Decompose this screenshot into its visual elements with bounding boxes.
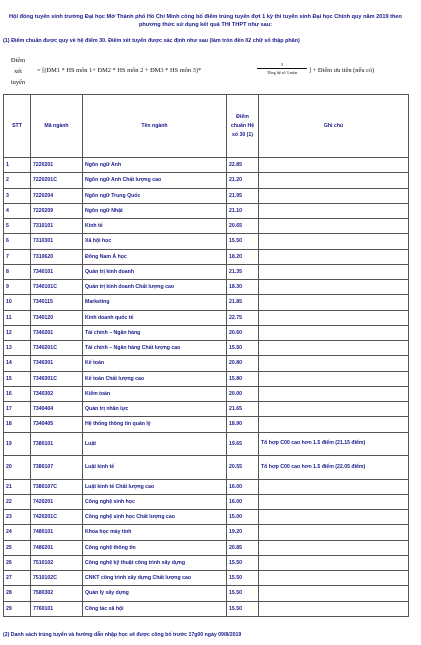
cell-note (259, 310, 409, 325)
table-row (4, 402, 409, 417)
cell-code: 7220209 (31, 203, 83, 218)
cell-stt: 29 (4, 601, 31, 616)
cell-code: 7420201C (31, 510, 83, 525)
cell-name: Tài chính – Ngân hàng (83, 325, 227, 340)
table-row (4, 249, 409, 264)
cell-code: 7310101 (31, 219, 83, 234)
cell-note (259, 341, 409, 356)
cell-note (259, 203, 409, 218)
cell-note (259, 417, 409, 432)
table-row (4, 479, 409, 494)
cell-score: 15.50 (227, 234, 259, 249)
cell-name: Xã hội học (83, 234, 227, 249)
footer-note: (2) Danh sách trúng tuyển và hướng dẫn nhập học sẽ được công bố trước 17g00 ngày 09/8/2019 (3, 632, 242, 638)
table-row (4, 264, 409, 279)
document-title: Hội đồng tuyển sinh trường Đại học Mở Thành phố Hồ Chí Minh công bố điểm trúng tuyển đợt 1 kỳ thi tuyển sinh Đại học Chính quy năm 2019 theo phương thức sử dụng kết quả THI THPT như sau: (9, 14, 402, 28)
cell-stt: 2 (4, 173, 31, 188)
cell-note (259, 234, 409, 249)
table-row (4, 525, 409, 540)
cell-score: 15.00 (227, 510, 259, 525)
cell-stt: 16 (4, 386, 31, 401)
cell-stt: 23 (4, 510, 31, 525)
table-row (4, 432, 409, 456)
cell-note (259, 540, 409, 555)
table-row (4, 371, 409, 386)
admission-score-table (3, 94, 409, 617)
cell-stt: 22 (4, 494, 31, 509)
cell-score: 16.00 (227, 479, 259, 494)
table-row (4, 356, 409, 371)
cell-stt: 7 (4, 249, 31, 264)
cell-name: Hệ thống thông tin quản lý (83, 417, 227, 432)
cell-name: Công nghệ thông tin (83, 540, 227, 555)
cell-name: Quản lý xây dựng (83, 586, 227, 601)
table-row (4, 540, 409, 555)
cell-score: 21.85 (227, 295, 259, 310)
cell-name: Ngôn ngữ Trung Quốc (83, 188, 227, 203)
cell-code: 7340101C (31, 280, 83, 295)
cell-score: 20.85 (227, 540, 259, 555)
cell-name: Công nghệ sinh học Chất lượng cao (83, 510, 227, 525)
cell-stt: 15 (4, 371, 31, 386)
cell-stt: 27 (4, 571, 31, 586)
table-row (4, 203, 409, 218)
cell-name: Quản trị nhân lực (83, 402, 227, 417)
table-row (4, 280, 409, 295)
table-row (4, 456, 409, 480)
cell-code: 7380107 (31, 456, 83, 480)
cell-note (259, 479, 409, 494)
cell-code: 7340201C (31, 341, 83, 356)
table-row (4, 601, 409, 616)
cell-stt: 14 (4, 356, 31, 371)
header-score: Điểm chuẩn Hệ số 30 (1) (227, 95, 259, 158)
cell-code: 7220204 (31, 188, 83, 203)
cell-stt: 3 (4, 188, 31, 203)
cell-score: 15.50 (227, 571, 259, 586)
cell-note (259, 173, 409, 188)
cell-name: Tài chính – Ngân hàng Chất lượng cao (83, 341, 227, 356)
table-row (4, 188, 409, 203)
table-row (4, 234, 409, 249)
cell-score: 19.20 (227, 525, 259, 540)
cell-note (259, 571, 409, 586)
score-formula (3, 55, 413, 87)
cell-code: 7420201 (31, 494, 83, 509)
cell-note (259, 188, 409, 203)
cell-name: Đông Nam Á học (83, 249, 227, 264)
cell-stt: 17 (4, 402, 31, 417)
cell-stt: 25 (4, 540, 31, 555)
cell-code: 7310620 (31, 249, 83, 264)
cell-stt: 24 (4, 525, 31, 540)
formula-label: Điểm xét tuyển (10, 57, 26, 86)
cell-code: 7340115 (31, 295, 83, 310)
cell-score: 15.80 (227, 371, 259, 386)
cell-note: Tổ hợp C00 cao hơn 1.5 điểm (21.15 điểm) (259, 432, 409, 456)
cell-code: 7580302 (31, 586, 83, 601)
formula-tail: ] + Điểm ưu tiên (nếu có) (309, 67, 375, 74)
formula-denominator: Tổng hệ số 3 môn (266, 70, 298, 75)
cell-score: 20.00 (227, 386, 259, 401)
table-row (4, 417, 409, 432)
cell-name: Luật kinh tế (83, 456, 227, 480)
cell-score: 22.85 (227, 158, 259, 173)
cell-note (259, 525, 409, 540)
cell-score: 20.80 (227, 356, 259, 371)
cell-score: 21.65 (227, 402, 259, 417)
cell-name: Kế toán Chất lượng cao (83, 371, 227, 386)
cell-note (259, 158, 409, 173)
cell-name: Quản trị kinh doanh (83, 264, 227, 279)
cell-code: 7340404 (31, 402, 83, 417)
cell-note (259, 356, 409, 371)
table-row (4, 325, 409, 340)
cell-score: 22.75 (227, 310, 259, 325)
cell-name: Ngôn ngữ Anh (83, 158, 227, 173)
cell-code: 7340120 (31, 310, 83, 325)
table-row (4, 494, 409, 509)
cell-code: 7760101 (31, 601, 83, 616)
cell-name: Kế toán (83, 356, 227, 371)
cell-note (259, 371, 409, 386)
cell-name: Kinh tế (83, 219, 227, 234)
formula-fraction (257, 62, 307, 75)
cell-code: 7480201 (31, 540, 83, 555)
cell-name: Luật kinh tế Chất lượng cao (83, 479, 227, 494)
table-row (4, 295, 409, 310)
cell-note (259, 249, 409, 264)
cell-name: CNKT công trình xây dựng Chất lượng cao (83, 571, 227, 586)
cell-score: 21.10 (227, 203, 259, 218)
cell-score: 20.65 (227, 219, 259, 234)
cell-note (259, 555, 409, 570)
cell-stt: 9 (4, 280, 31, 295)
cell-note (259, 510, 409, 525)
cell-note (259, 219, 409, 234)
table-row (4, 158, 409, 173)
cell-note (259, 494, 409, 509)
cell-code: 7510102C (31, 571, 83, 586)
header-name: Tên ngành (83, 95, 227, 158)
formula-numerator: 3 (257, 62, 307, 69)
cell-code: 7340302 (31, 386, 83, 401)
cell-code: 7220201C (31, 173, 83, 188)
table-row (4, 586, 409, 601)
cell-stt: 21 (4, 479, 31, 494)
cell-code: 7340301C (31, 371, 83, 386)
header-note: Ghi chú (259, 95, 409, 158)
formula-equation: = [(ĐM1 * HS môn 1+ ĐM2 * HS môn 2 + ĐM3 * HS môn 3)* (37, 67, 202, 74)
table-row (4, 386, 409, 401)
cell-stt: 10 (4, 295, 31, 310)
cell-score: 18.90 (227, 417, 259, 432)
score-note: (1) Điểm chuẩn được quy về hệ điểm 30. Điểm xét tuyển được xác định như sau (làm tròn đến 02 chữ số thập phân) (3, 38, 300, 44)
cell-score: 20.60 (227, 325, 259, 340)
cell-name: Quản trị kinh doanh Chất lượng cao (83, 280, 227, 295)
cell-name: Khoa học máy tính (83, 525, 227, 540)
cell-score: 21.20 (227, 173, 259, 188)
cell-stt: 4 (4, 203, 31, 218)
table-row (4, 173, 409, 188)
cell-code: 7220201 (31, 158, 83, 173)
cell-note (259, 295, 409, 310)
cell-name: Marketing (83, 295, 227, 310)
cell-stt: 13 (4, 341, 31, 356)
cell-score: 15.50 (227, 341, 259, 356)
cell-name: Ngôn ngữ Anh Chất lượng cao (83, 173, 227, 188)
cell-code: 7340405 (31, 417, 83, 432)
table-row (4, 341, 409, 356)
cell-name: Luật (83, 432, 227, 456)
cell-note (259, 586, 409, 601)
cell-name: Ngôn ngữ Nhật (83, 203, 227, 218)
header-code: Mã ngành (31, 95, 83, 158)
cell-name: Kiểm toán (83, 386, 227, 401)
cell-stt: 20 (4, 456, 31, 480)
cell-code: 7340101 (31, 264, 83, 279)
cell-code: 7340301 (31, 356, 83, 371)
cell-score: 21.95 (227, 188, 259, 203)
cell-code: 7380101 (31, 432, 83, 456)
cell-stt: 11 (4, 310, 31, 325)
header-stt: STT (4, 95, 31, 158)
cell-stt: 1 (4, 158, 31, 173)
cell-note (259, 264, 409, 279)
table-row (4, 510, 409, 525)
cell-code: 7340201 (31, 325, 83, 340)
table-row (4, 571, 409, 586)
cell-stt: 18 (4, 417, 31, 432)
cell-score: 18.20 (227, 249, 259, 264)
cell-stt: 26 (4, 555, 31, 570)
cell-code: 7480101 (31, 525, 83, 540)
cell-note: Tổ hợp C00 cao hơn 1.5 điểm (22.05 điểm) (259, 456, 409, 480)
table-row (4, 219, 409, 234)
cell-name: Công nghệ kỹ thuật công trình xây dựng (83, 555, 227, 570)
cell-score: 16.00 (227, 494, 259, 509)
cell-name: Công tác xã hội (83, 601, 227, 616)
cell-stt: 28 (4, 586, 31, 601)
cell-stt: 6 (4, 234, 31, 249)
cell-code: 7310301 (31, 234, 83, 249)
cell-stt: 19 (4, 432, 31, 456)
cell-score: 19.65 (227, 432, 259, 456)
cell-stt: 5 (4, 219, 31, 234)
cell-score: 15.50 (227, 601, 259, 616)
cell-name: Công nghệ sinh học (83, 494, 227, 509)
cell-score: 21.35 (227, 264, 259, 279)
cell-score: 15.50 (227, 586, 259, 601)
cell-score: 20.55 (227, 456, 259, 480)
cell-score: 18.30 (227, 280, 259, 295)
cell-stt: 8 (4, 264, 31, 279)
cell-stt: 12 (4, 325, 31, 340)
cell-note (259, 386, 409, 401)
cell-name: Kinh doanh quốc tế (83, 310, 227, 325)
cell-code: 7510102 (31, 555, 83, 570)
table-header-row (4, 95, 409, 158)
table-row (4, 310, 409, 325)
cell-score: 15.50 (227, 555, 259, 570)
cell-note (259, 601, 409, 616)
cell-note (259, 402, 409, 417)
cell-code: 7380107C (31, 479, 83, 494)
cell-note (259, 325, 409, 340)
cell-note (259, 280, 409, 295)
table-row (4, 555, 409, 570)
